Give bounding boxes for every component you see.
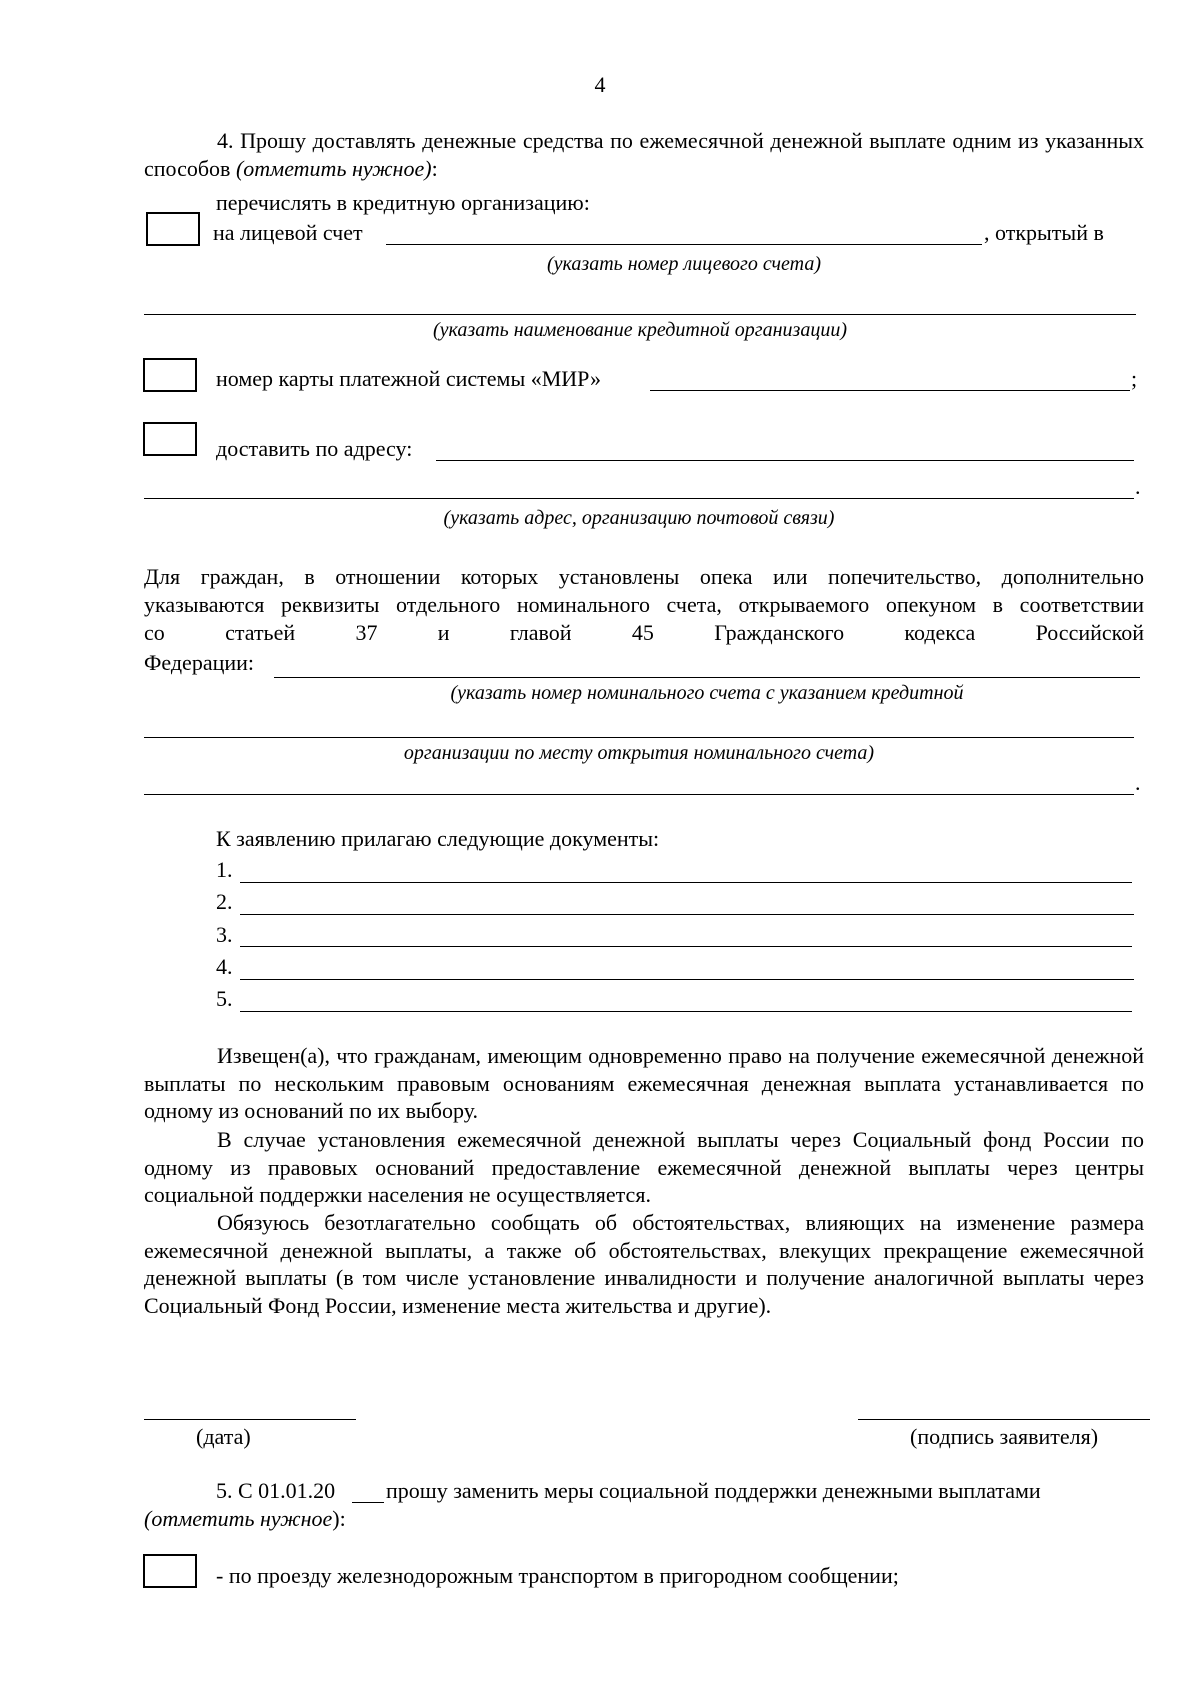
guardianship-line-4: Федерации: bbox=[144, 650, 255, 675]
address-field-1[interactable] bbox=[436, 460, 1134, 461]
account-number-field[interactable] bbox=[386, 244, 982, 245]
nominal-caption-1: (указать номер номинального счета с указанием кредитной bbox=[450, 682, 964, 704]
notice-paragraph-2: В случае установления ежемесячной денежной выплаты через Социальный фонд России по одному из правовых оснований предоставление ежемесячной денежной выплаты через центры социальной поддержки населения не осуществляется. bbox=[144, 1127, 1144, 1207]
account-opened-text: , открытый в bbox=[984, 220, 1104, 245]
address-end: . bbox=[1135, 474, 1141, 499]
credit-org-label: перечислять в кредитную организацию: bbox=[216, 190, 590, 215]
nominal-caption-2: организации по месту открытия номинального счета) bbox=[403, 742, 875, 764]
attachment-field-3[interactable] bbox=[240, 946, 1132, 947]
nominal-end: . bbox=[1135, 770, 1141, 795]
attachment-field-1[interactable] bbox=[240, 882, 1132, 883]
date-field[interactable] bbox=[144, 1419, 356, 1420]
nominal-account-field-1[interactable] bbox=[274, 677, 1140, 678]
account-label: на лицевой счет bbox=[213, 220, 363, 245]
notice-paragraph-3: Обязуюсь безотлагательно сообщать об обстоятельствах, влияющих на изменение размера ежемесячной денежной выплаты, а также об обстоятельствах, влекущих прекращение ежемесячной денежной выплаты (в том числе установление инвалидности и получение аналогичной выплаты через Социальный Фонд России, изменение места жительства и другие). bbox=[144, 1210, 1144, 1318]
year-field[interactable] bbox=[352, 1502, 384, 1503]
mir-card-label: номер карты платежной системы «МИР» bbox=[216, 366, 601, 391]
attachment-item-1: 1. bbox=[216, 857, 233, 882]
guardianship-line-2: указываются реквизиты отдельного номинального счета, открываемого опекуном в соответствии bbox=[144, 592, 1144, 617]
address-field-2[interactable] bbox=[144, 498, 1134, 499]
guardianship-line-1: Для граждан, в отношении которых установлены опека или попечительство, дополнительно bbox=[144, 564, 1144, 589]
attachment-item-5: 5. bbox=[216, 986, 233, 1011]
deliver-label: доставить по адресу: bbox=[216, 436, 413, 461]
rail-transport-checkbox[interactable] bbox=[143, 1554, 197, 1588]
rail-transport-option: - по проезду железнодорожным транспортом в пригородном сообщении; bbox=[216, 1563, 899, 1588]
mir-card-checkbox[interactable] bbox=[143, 358, 197, 392]
attachments-title: К заявлению прилагаю следующие документы: bbox=[216, 826, 660, 851]
page-number: 4 bbox=[594, 72, 606, 97]
signature-label: (подпись заявителя) bbox=[910, 1424, 1099, 1449]
address-caption: (указать адрес, организацию почтовой связи) bbox=[443, 507, 835, 529]
attachment-item-2: 2. bbox=[216, 889, 233, 914]
section5-suffix: прошу заменить меры социальной поддержки денежными выплатами bbox=[386, 1478, 1041, 1503]
credit-org-field[interactable] bbox=[144, 314, 1136, 315]
account-checkbox[interactable] bbox=[146, 212, 200, 246]
attachment-item-3: 3. bbox=[216, 922, 233, 947]
mir-card-end: ; bbox=[1131, 366, 1138, 391]
attachment-field-5[interactable] bbox=[240, 1011, 1132, 1012]
section5-note: (отметить нужное): bbox=[144, 1506, 346, 1531]
attachment-field-4[interactable] bbox=[240, 979, 1134, 980]
section5-prefix: 5. С 01.01.20 bbox=[216, 1478, 336, 1503]
mir-card-field[interactable] bbox=[650, 390, 1130, 391]
notice-paragraph-1: Извещен(а), что гражданам, имеющим одновременно право на получение ежемесячной денежной выплаты по нескольким правовым основаниям ежемесячная денежная выплата устанавливается по одному из оснований по их выбору. bbox=[144, 1043, 1144, 1123]
signature-field[interactable] bbox=[858, 1419, 1150, 1420]
attachment-item-4: 4. bbox=[216, 954, 233, 979]
credit-org-caption: (указать наименование кредитной организации) bbox=[433, 319, 847, 341]
nominal-account-field-3[interactable] bbox=[144, 794, 1134, 795]
account-caption: (указать номер лицевого счета) bbox=[547, 253, 821, 275]
section4-intro: 4. Прошу доставлять денежные средства по ежемесячной денежной выплате одним из указанных способов (отметить нужное): bbox=[144, 128, 1144, 181]
attachment-field-2[interactable] bbox=[240, 914, 1134, 915]
nominal-account-field-2[interactable] bbox=[144, 737, 1134, 738]
date-label: (дата) bbox=[196, 1424, 251, 1449]
guardianship-line-3: со статьей 37 и главой 45 Гражданского кодекса Российской bbox=[144, 620, 1144, 645]
deliver-checkbox[interactable] bbox=[143, 422, 197, 456]
